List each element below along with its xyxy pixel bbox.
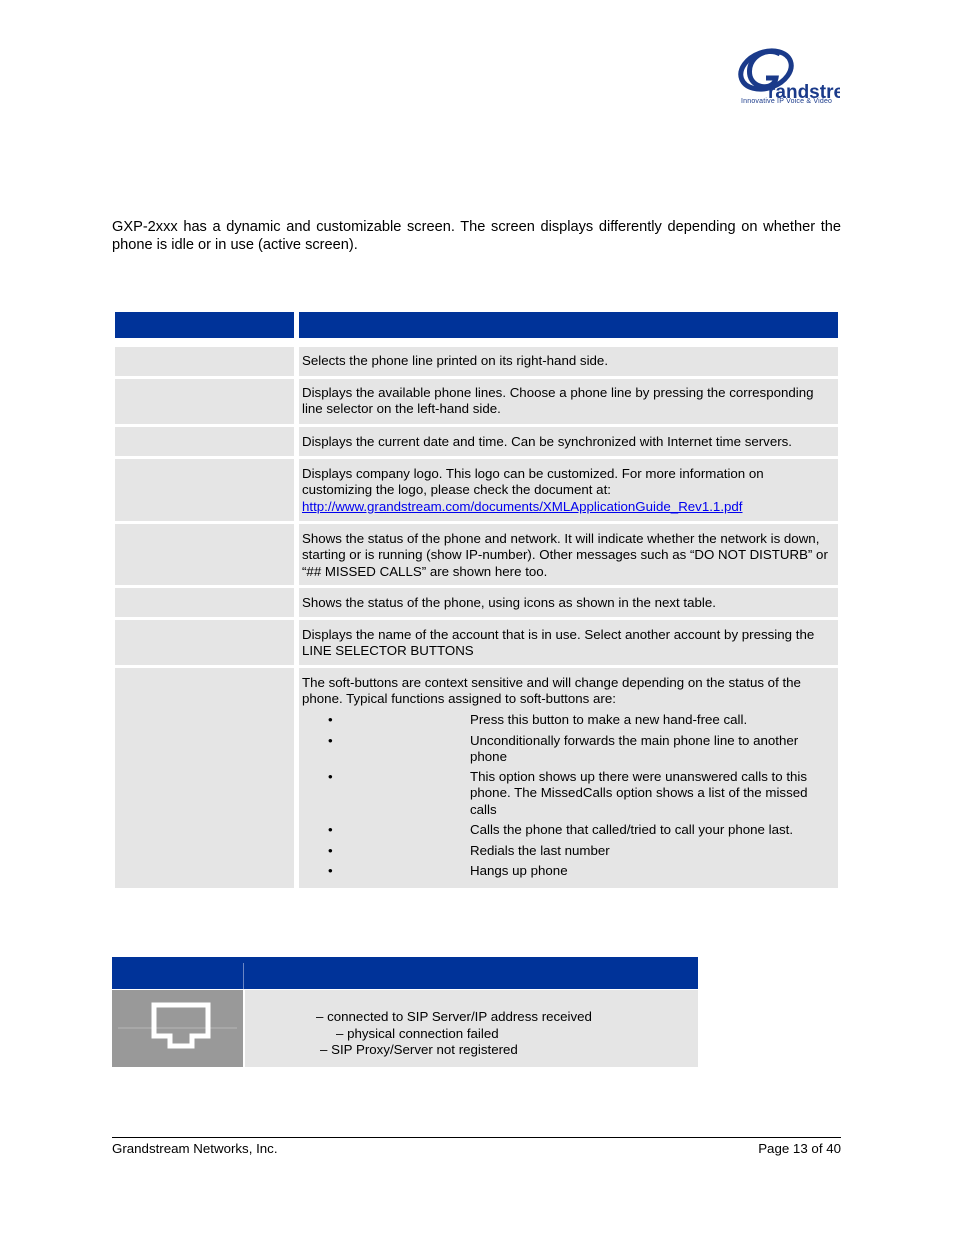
table-header xyxy=(112,957,698,989)
xml-guide-link[interactable]: http://www.grandstream.com/documents/XMLApplicationGuide_Rev1.1.pdf xyxy=(302,498,743,514)
row-description: Displays the name of the account that is in use. Select another account by pressing the LINE SELECTOR BUTTONS xyxy=(302,627,815,659)
network-port-icon xyxy=(112,990,243,1067)
status-line: – connected to SIP Server/IP address received xyxy=(316,1009,592,1024)
table-row: The soft-buttons are context sensitive and will change depending on the status of the phone. Typical functions assigned to soft-buttons are: • Press this button to make a new hand-free call. • Unconditionally forwards the main phone line to another phone • This option shows up there were unanswered calls to this phone. The MissedCalls option shows a list of the missed calls • Calls the phone that called/tried to call your phone last. • Redials the last number • Hangs up phone xyxy=(112,668,841,888)
table-header xyxy=(112,312,841,340)
status-line: – SIP Proxy/Server not registered xyxy=(320,1042,518,1057)
table-row xyxy=(112,427,841,456)
table-row xyxy=(112,459,841,521)
row-description: The soft-buttons are context sensitive and will change depending on the status of the phone. Typical functions assigned to soft-buttons are: xyxy=(302,675,801,707)
footer-divider xyxy=(112,1137,841,1138)
status-description xyxy=(245,990,698,1067)
footer-company: Grandstream Networks, Inc. xyxy=(112,1141,278,1156)
table-row xyxy=(112,347,841,376)
table-row xyxy=(112,620,841,665)
header-cell-description xyxy=(299,312,838,338)
intro-paragraph: GXP-2xxx has a dynamic and customizable screen. The screen displays differently depending on whether the phone is idle or in use (active screen). xyxy=(112,219,841,253)
table-row xyxy=(112,588,841,617)
row-description: Displays the current date and time. Can be synchronized with Internet time servers. xyxy=(302,434,792,449)
svg-text:randstream: randstre xyxy=(768,82,840,103)
status-icons-table xyxy=(112,957,698,1067)
row-description: Shows the status of the phone, using icons as shown in the next table. xyxy=(302,595,716,610)
row-description: Selects the phone line printed on its right-hand side. xyxy=(302,353,609,368)
status-line: – physical connection failed xyxy=(336,1026,499,1041)
row-description: Shows the status of the phone and network. It will indicate whether the network is down, starting or is running (show IP-number). Other messages such as “DO NOT DISTURB” or “## MISSED CALLS” are shown here too. xyxy=(302,531,828,579)
logo-description-text: Displays company logo. This logo can be customized. For more information on customizing the logo, please check the document at: xyxy=(302,466,764,498)
table-row xyxy=(112,524,841,585)
footer-page-number: Page 13 of 40 xyxy=(758,1141,841,1156)
row-description: Displays the available phone lines. Choose a phone line by pressing the corresponding line selector on the left-hand side. xyxy=(302,385,814,417)
logo-tagline: Innovative IP Voice & Video xyxy=(741,98,833,105)
table-row xyxy=(112,379,841,424)
header-cell-element xyxy=(115,312,294,338)
row-description xyxy=(302,466,832,515)
